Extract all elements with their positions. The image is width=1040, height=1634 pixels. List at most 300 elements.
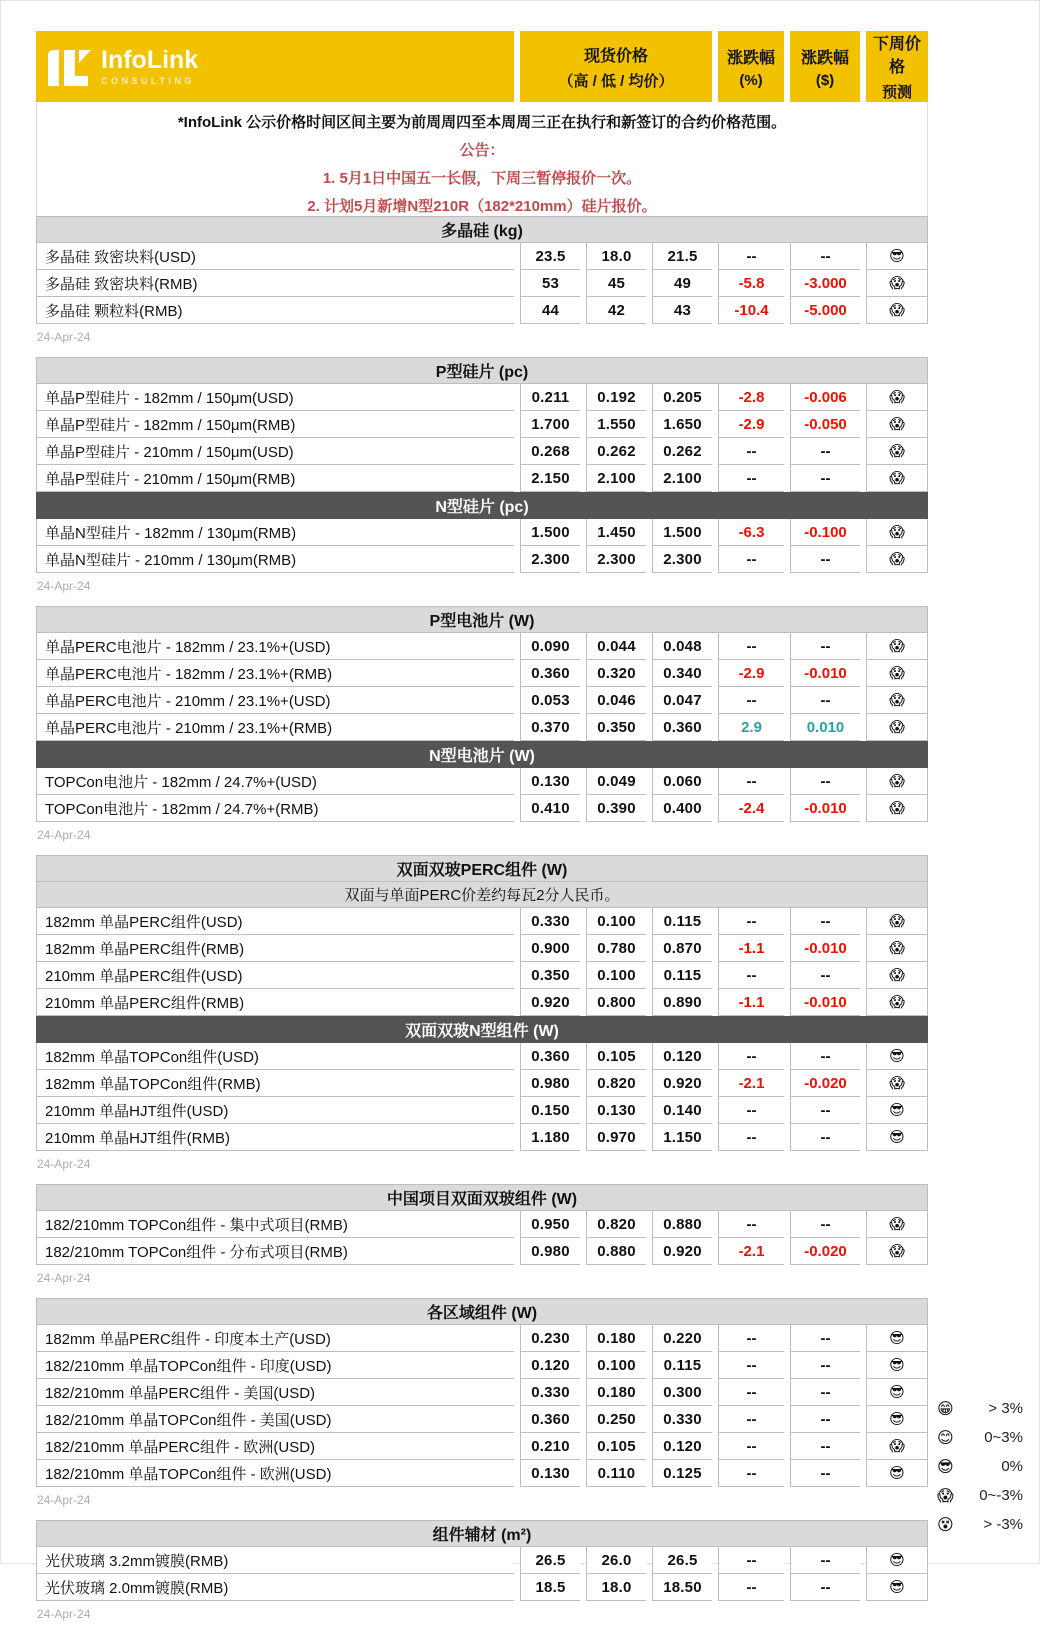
row-label: 182mm 单晶TOPCon组件(RMB) — [36, 1070, 514, 1097]
change-usd: -- — [790, 438, 860, 465]
notice-block — [36, 102, 928, 216]
price-low: 2.300 — [586, 546, 646, 573]
forecast-scream-emoji: 😱 — [866, 660, 928, 687]
price-row — [36, 1352, 928, 1379]
price-high: 0.360 — [520, 1043, 580, 1070]
row-label: 单晶P型硅片 - 210mm / 150μm(RMB) — [36, 465, 514, 492]
row-label: 182mm 单晶TOPCon组件(USD) — [36, 1043, 514, 1070]
price-avg: 0.115 — [652, 962, 712, 989]
forecast-cool-emoji: 😎 — [866, 1547, 928, 1574]
section-header-row — [36, 1520, 928, 1547]
price-avg: 0.300 — [652, 1379, 712, 1406]
price-low: 18.0 — [586, 1574, 646, 1601]
change-usd: -- — [790, 1460, 860, 1487]
change-pct: -- — [718, 908, 784, 935]
change-pct-sublabel: (%) — [739, 71, 763, 89]
price-avg: 2.300 — [652, 546, 712, 573]
date-row — [36, 1151, 928, 1184]
change-usd: -- — [790, 243, 860, 270]
notice-item-2: 2. 计划5月新增N型210R（182*210mm）硅片报价。 — [307, 198, 657, 215]
forecast-scream-emoji: 😱 — [866, 519, 928, 546]
forecast-cool-emoji: 😎 — [866, 243, 928, 270]
price-row — [36, 546, 928, 573]
price-high: 0.120 — [520, 1352, 580, 1379]
legend-item — [937, 1510, 1023, 1539]
brand-name: InfoLink — [101, 45, 199, 74]
price-high: 0.350 — [520, 962, 580, 989]
legend-label: > 3% — [988, 1400, 1023, 1417]
change-usd: -- — [790, 768, 860, 795]
row-label: 182/210mm TOPCon组件 - 集中式项目(RMB) — [36, 1211, 514, 1238]
legend-item — [937, 1423, 1023, 1452]
price-low: 0.130 — [586, 1097, 646, 1124]
price-high: 0.410 — [520, 795, 580, 822]
forecast-scream-emoji: 😱 — [866, 1433, 928, 1460]
change-pct: -- — [718, 1325, 784, 1352]
price-row — [36, 384, 928, 411]
change-pct: -1.1 — [718, 935, 784, 962]
change-usd: -5.000 — [790, 297, 860, 324]
price-avg: 0.870 — [652, 935, 712, 962]
price-low: 0.820 — [586, 1211, 646, 1238]
legend-cool-emoji: 😎 — [937, 1458, 954, 1476]
price-low: 1.450 — [586, 519, 646, 546]
change-usd: 0.010 — [790, 714, 860, 741]
legend-grin-emoji: 😁 — [937, 1400, 954, 1418]
date-row — [36, 1265, 928, 1298]
price-high: 0.950 — [520, 1211, 580, 1238]
table-header-row — [36, 31, 928, 102]
legend-label: 0% — [1001, 1458, 1023, 1475]
price-high: 53 — [520, 270, 580, 297]
price-row — [36, 1238, 928, 1265]
price-avg: 1.150 — [652, 1124, 712, 1151]
legend-item — [937, 1394, 1023, 1423]
price-low: 2.100 — [586, 465, 646, 492]
change-pct: -- — [718, 1097, 784, 1124]
change-usd: -0.050 — [790, 411, 860, 438]
price-high: 0.090 — [520, 633, 580, 660]
forecast-scream-emoji: 😱 — [866, 795, 928, 822]
section-header-row — [36, 741, 928, 768]
forecast-scream-emoji: 😱 — [866, 270, 928, 297]
change-pct-label: 涨跌幅 — [726, 49, 775, 67]
legend-label: 0~-3% — [979, 1487, 1023, 1504]
row-label: 182/210mm 单晶PERC组件 - 美国(USD) — [36, 1379, 514, 1406]
section-date: 24-Apr-24 — [37, 330, 91, 344]
section-header-row — [36, 855, 928, 882]
change-pct: -- — [718, 1352, 784, 1379]
price-avg: 1.650 — [652, 411, 712, 438]
price-row — [36, 411, 928, 438]
brand-logo — [36, 44, 514, 90]
price-avg: 0.060 — [652, 768, 712, 795]
spot-price-label: 现货价格 — [583, 47, 648, 65]
section-header-row — [36, 216, 928, 243]
change-usd: -- — [790, 1325, 860, 1352]
price-low: 0.110 — [586, 1460, 646, 1487]
price-low: 0.780 — [586, 935, 646, 962]
price-avg: 0.920 — [652, 1070, 712, 1097]
change-usd: -0.010 — [790, 795, 860, 822]
price-low: 0.390 — [586, 795, 646, 822]
section-title: P型硅片 (pc) — [36, 357, 928, 384]
price-avg: 0.920 — [652, 1238, 712, 1265]
change-pct: -- — [718, 243, 784, 270]
price-low: 18.0 — [586, 243, 646, 270]
price-avg: 0.047 — [652, 687, 712, 714]
row-label: 210mm 单晶HJT组件(RMB) — [36, 1124, 514, 1151]
change-pct: -- — [718, 768, 784, 795]
change-pct: -- — [718, 1211, 784, 1238]
date-row — [36, 1601, 928, 1634]
row-label: 210mm 单晶PERC组件(RMB) — [36, 989, 514, 1016]
price-avg: 0.048 — [652, 633, 712, 660]
price-low: 0.192 — [586, 384, 646, 411]
price-high: 1.180 — [520, 1124, 580, 1151]
section-subtitle-row — [36, 882, 928, 908]
price-row — [36, 1070, 928, 1097]
price-row — [36, 519, 928, 546]
forecast-legend — [937, 1394, 1023, 1539]
price-avg: 1.500 — [652, 519, 712, 546]
change-usd: -- — [790, 546, 860, 573]
legend-smile-emoji: 😊 — [937, 1429, 954, 1447]
change-pct: -2.4 — [718, 795, 784, 822]
row-label: 210mm 单晶HJT组件(USD) — [36, 1097, 514, 1124]
price-high: 26.5 — [520, 1547, 580, 1574]
price-avg: 0.330 — [652, 1406, 712, 1433]
price-row — [36, 1097, 928, 1124]
legend-label: 0~3% — [984, 1429, 1023, 1446]
forecast-scream-emoji: 😱 — [866, 962, 928, 989]
row-label: 182/210mm 单晶TOPCon组件 - 欧洲(USD) — [36, 1460, 514, 1487]
forecast-cool-emoji: 😎 — [866, 1352, 928, 1379]
change-usd: -- — [790, 687, 860, 714]
change-usd: -0.100 — [790, 519, 860, 546]
row-label: 182mm 单晶PERC组件 - 印度本土产(USD) — [36, 1325, 514, 1352]
change-pct: -2.9 — [718, 411, 784, 438]
price-avg: 0.400 — [652, 795, 712, 822]
forecast-cool-emoji: 😎 — [866, 1460, 928, 1487]
change-usd: -- — [790, 1211, 860, 1238]
change-usd: -- — [790, 1406, 860, 1433]
change-usd: -- — [790, 1352, 860, 1379]
price-low: 0.320 — [586, 660, 646, 687]
row-label: 单晶PERC电池片 - 210mm / 23.1%+(RMB) — [36, 714, 514, 741]
row-label: 210mm 单晶PERC组件(USD) — [36, 962, 514, 989]
price-low: 0.880 — [586, 1238, 646, 1265]
column-header-change-usd — [790, 31, 860, 102]
change-usd: -- — [790, 1547, 860, 1574]
forecast-scream-emoji: 😱 — [866, 1211, 928, 1238]
price-low: 0.800 — [586, 989, 646, 1016]
change-pct: 2.9 — [718, 714, 784, 741]
price-high: 0.330 — [520, 1379, 580, 1406]
row-label: 182mm 单晶PERC组件(RMB) — [36, 935, 514, 962]
legend-scream-emoji: 😱 — [937, 1487, 954, 1505]
price-high: 0.980 — [520, 1238, 580, 1265]
change-usd: -0.010 — [790, 935, 860, 962]
price-low: 0.180 — [586, 1325, 646, 1352]
price-high: 44 — [520, 297, 580, 324]
price-high: 0.920 — [520, 989, 580, 1016]
change-pct: -- — [718, 1043, 784, 1070]
change-pct: -- — [718, 962, 784, 989]
forecast-scream-emoji: 😱 — [866, 384, 928, 411]
price-avg: 0.890 — [652, 989, 712, 1016]
row-label: 多晶硅 颗粒料(RMB) — [36, 297, 514, 324]
price-high: 0.210 — [520, 1433, 580, 1460]
price-row — [36, 795, 928, 822]
section-date: 24-Apr-24 — [37, 828, 91, 842]
date-row — [36, 324, 928, 357]
brand-header-cell — [36, 31, 514, 102]
section-title: N型电池片 (W) — [36, 741, 928, 768]
row-label: TOPCon电池片 - 182mm / 24.7%+(RMB) — [36, 795, 514, 822]
price-low: 0.100 — [586, 1352, 646, 1379]
price-low: 0.100 — [586, 962, 646, 989]
change-usd: -- — [790, 1043, 860, 1070]
change-usd: -- — [790, 908, 860, 935]
price-row — [36, 243, 928, 270]
notice-item-1: 1. 5月1日中国五一长假，下周三暂停报价一次。 — [322, 170, 642, 187]
forecast-scream-emoji: 😱 — [866, 297, 928, 324]
forecast-cool-emoji: 😎 — [866, 1379, 928, 1406]
change-pct: -5.8 — [718, 270, 784, 297]
price-avg: 26.5 — [652, 1547, 712, 1574]
change-pct: -- — [718, 438, 784, 465]
price-avg: 0.360 — [652, 714, 712, 741]
section-header-row — [36, 357, 928, 384]
change-usd: -- — [790, 633, 860, 660]
forecast-label: 下周价格 — [872, 36, 921, 76]
price-high: 0.268 — [520, 438, 580, 465]
forecast-sublabel: 预测 — [881, 84, 912, 101]
row-label: 单晶PERC电池片 - 182mm / 23.1%+(USD) — [36, 633, 514, 660]
column-header-forecast — [866, 31, 928, 102]
forecast-cool-emoji: 😎 — [866, 1325, 928, 1352]
price-row — [36, 1433, 928, 1460]
brand-text — [101, 45, 199, 86]
section-header-row — [36, 606, 928, 633]
section-title: 组件辅材 (m²) — [36, 1520, 928, 1547]
section-title: 多晶硅 (kg) — [36, 216, 928, 243]
change-pct: -- — [718, 1406, 784, 1433]
price-avg: 0.115 — [652, 1352, 712, 1379]
row-label: 多晶硅 致密块料(RMB) — [36, 270, 514, 297]
price-row — [36, 1043, 928, 1070]
legend-label: > -3% — [983, 1516, 1023, 1533]
change-pct: -- — [718, 1574, 784, 1601]
forecast-scream-emoji: 😱 — [866, 908, 928, 935]
price-avg: 21.5 — [652, 243, 712, 270]
price-avg: 0.262 — [652, 438, 712, 465]
forecast-cool-emoji: 😎 — [866, 1574, 928, 1601]
price-avg: 0.140 — [652, 1097, 712, 1124]
notice-row — [36, 102, 928, 216]
change-usd: -- — [790, 1574, 860, 1601]
price-low: 0.250 — [586, 1406, 646, 1433]
row-label: 光伏玻璃 2.0mm镀膜(RMB) — [36, 1574, 514, 1601]
row-label: 182/210mm 单晶TOPCon组件 - 印度(USD) — [36, 1352, 514, 1379]
section-date: 24-Apr-24 — [37, 1493, 91, 1507]
change-pct: -- — [718, 687, 784, 714]
price-high: 23.5 — [520, 243, 580, 270]
change-pct: -10.4 — [718, 297, 784, 324]
price-high: 0.230 — [520, 1325, 580, 1352]
price-high: 1.700 — [520, 411, 580, 438]
forecast-scream-emoji: 😱 — [866, 633, 928, 660]
date-row — [36, 1487, 928, 1520]
change-pct: -- — [718, 1124, 784, 1151]
price-row — [36, 908, 928, 935]
price-low: 0.820 — [586, 1070, 646, 1097]
spot-price-sublabel: （高 / 低 / 均价） — [558, 72, 674, 90]
price-row — [36, 297, 928, 324]
legend-item — [937, 1452, 1023, 1481]
row-label: 182mm 单晶PERC组件(USD) — [36, 908, 514, 935]
section-title: 中国项目双面双玻组件 (W) — [36, 1184, 928, 1211]
price-row — [36, 1211, 928, 1238]
section-date: 24-Apr-24 — [37, 1157, 91, 1171]
price-avg: 49 — [652, 270, 712, 297]
column-header-change-pct — [718, 31, 784, 102]
price-low: 0.262 — [586, 438, 646, 465]
price-high: 0.130 — [520, 1460, 580, 1487]
price-avg: 0.115 — [652, 908, 712, 935]
price-low: 45 — [586, 270, 646, 297]
price-row — [36, 1406, 928, 1433]
forecast-scream-emoji: 😱 — [866, 687, 928, 714]
section-subtitle: 双面与单面PERC价差约每瓦2分人民币。 — [36, 882, 928, 908]
price-low: 0.350 — [586, 714, 646, 741]
row-label: 多晶硅 致密块料(USD) — [36, 243, 514, 270]
price-high: 0.130 — [520, 768, 580, 795]
price-high: 18.5 — [520, 1574, 580, 1601]
row-label: 182/210mm 单晶TOPCon组件 - 美国(USD) — [36, 1406, 514, 1433]
change-usd: -0.020 — [790, 1238, 860, 1265]
section-date: 24-Apr-24 — [37, 1607, 91, 1621]
notice-announce-title: 公告： — [459, 142, 505, 159]
forecast-scream-emoji: 😱 — [866, 1238, 928, 1265]
change-pct: -- — [718, 1460, 784, 1487]
price-low: 0.100 — [586, 908, 646, 935]
price-avg: 0.205 — [652, 384, 712, 411]
price-avg: 0.125 — [652, 1460, 712, 1487]
price-row — [36, 270, 928, 297]
forecast-scream-emoji: 😱 — [866, 411, 928, 438]
row-label: 182/210mm TOPCon组件 - 分布式项目(RMB) — [36, 1238, 514, 1265]
price-high: 0.150 — [520, 1097, 580, 1124]
forecast-scream-emoji: 😱 — [866, 465, 928, 492]
legend-dizzy-emoji: 😵 — [937, 1516, 954, 1534]
notice-scope-line: *InfoLink 公示价格时间区间主要为前周周四至本周周三正在执行和新签订的合约价格范围。 — [177, 114, 787, 131]
price-avg: 0.880 — [652, 1211, 712, 1238]
row-label: TOPCon电池片 - 182mm / 24.7%+(USD) — [36, 768, 514, 795]
change-usd: -- — [790, 465, 860, 492]
price-row — [36, 1379, 928, 1406]
change-usd: -- — [790, 1379, 860, 1406]
column-header-spot-price — [520, 31, 712, 102]
legend-item — [937, 1481, 1023, 1510]
forecast-cool-emoji: 😎 — [866, 1043, 928, 1070]
price-low: 0.970 — [586, 1124, 646, 1151]
forecast-scream-emoji: 😱 — [866, 714, 928, 741]
section-title: P型电池片 (W) — [36, 606, 928, 633]
price-table — [30, 31, 934, 1634]
price-row — [36, 1547, 928, 1574]
change-pct: -- — [718, 1547, 784, 1574]
section-title: 双面双玻N型组件 (W) — [36, 1016, 928, 1043]
row-label: 单晶P型硅片 - 210mm / 150μm(USD) — [36, 438, 514, 465]
section-title: 各区域组件 (W) — [36, 1298, 928, 1325]
price-avg: 0.120 — [652, 1433, 712, 1460]
price-low: 1.550 — [586, 411, 646, 438]
forecast-scream-emoji: 😱 — [866, 1070, 928, 1097]
price-row — [36, 1574, 928, 1601]
price-high: 0.053 — [520, 687, 580, 714]
forecast-cool-emoji: 😎 — [866, 1406, 928, 1433]
price-avg: 43 — [652, 297, 712, 324]
price-row — [36, 989, 928, 1016]
price-low: 0.046 — [586, 687, 646, 714]
change-pct: -1.1 — [718, 989, 784, 1016]
price-low: 0.105 — [586, 1433, 646, 1460]
price-row — [36, 1325, 928, 1352]
change-pct: -6.3 — [718, 519, 784, 546]
forecast-cool-emoji: 😎 — [866, 1097, 928, 1124]
row-label: 单晶N型硅片 - 210mm / 130μm(RMB) — [36, 546, 514, 573]
price-low: 0.044 — [586, 633, 646, 660]
forecast-scream-emoji: 😱 — [866, 438, 928, 465]
forecast-cool-emoji: 😎 — [866, 1124, 928, 1151]
section-header-row — [36, 1016, 928, 1043]
price-high: 0.211 — [520, 384, 580, 411]
price-row — [36, 660, 928, 687]
change-pct: -- — [718, 546, 784, 573]
price-row — [36, 633, 928, 660]
row-label: 单晶PERC电池片 - 182mm / 23.1%+(RMB) — [36, 660, 514, 687]
forecast-scream-emoji: 😱 — [866, 546, 928, 573]
forecast-scream-emoji: 😱 — [866, 935, 928, 962]
brand-subtitle: CONSULTING — [101, 75, 195, 86]
row-label: 单晶P型硅片 - 182mm / 150μm(USD) — [36, 384, 514, 411]
forecast-scream-emoji: 😱 — [866, 768, 928, 795]
price-row — [36, 768, 928, 795]
row-label: 光伏玻璃 3.2mm镀膜(RMB) — [36, 1547, 514, 1574]
change-usd-sublabel: ($) — [815, 71, 835, 89]
price-row — [36, 1124, 928, 1151]
section-title: 双面双玻PERC组件 (W) — [36, 855, 928, 882]
price-high: 2.150 — [520, 465, 580, 492]
row-label: 182/210mm 单晶PERC组件 - 欧洲(USD) — [36, 1433, 514, 1460]
price-avg: 2.100 — [652, 465, 712, 492]
price-row — [36, 714, 928, 741]
price-low: 0.180 — [586, 1379, 646, 1406]
price-row — [36, 687, 928, 714]
price-low: 0.049 — [586, 768, 646, 795]
section-header-row — [36, 492, 928, 519]
section-date: 24-Apr-24 — [37, 1271, 91, 1285]
price-avg: 0.220 — [652, 1325, 712, 1352]
change-pct: -- — [718, 633, 784, 660]
change-usd: -- — [790, 1124, 860, 1151]
price-low: 42 — [586, 297, 646, 324]
price-row — [36, 1460, 928, 1487]
change-usd: -0.010 — [790, 989, 860, 1016]
change-usd-label: 涨跌幅 — [800, 49, 849, 67]
